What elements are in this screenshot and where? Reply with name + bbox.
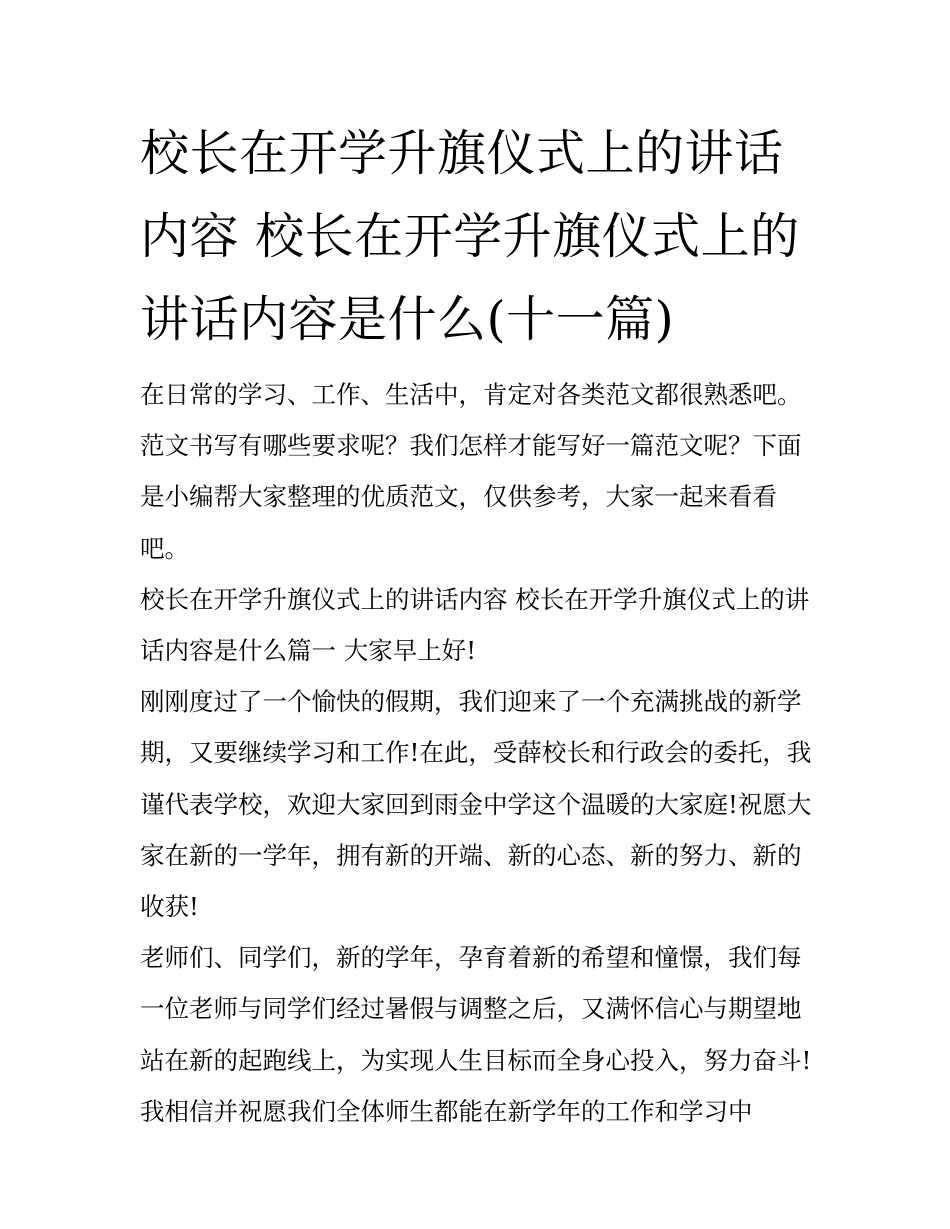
document-page <box>140 112 815 1137</box>
paragraph-welcome: 刚刚度过了一个愉快的假期，我们迎来了一个充满挑战的新学期，又要继续学习和工作!在此，受薛校长和行政会的委托，我谨代表学校，欢迎大家回到雨金中学这个温暖的大家庭!祝愿大家在新的一学年，拥有新的开端、新的心态、新的努力、新的收获! <box>140 687 812 922</box>
paragraph-speech-heading: 校长在开学升旗仪式上的讲话内容 校长在开学升旗仪式上的讲话内容是什么篇一 大家早上好! <box>140 584 810 666</box>
paragraph-new-year: 老师们、同学们，新的学年，孕育着新的希望和憧憬，我们每一位老师与同学们经过暑假与调整之后，又满怀信心与期望地站在新的起跑线上，为实现人生目标而全身心投入，努力奋斗!我相信并祝愿我们全体师生都能在新学年的工作和学习中 <box>140 943 812 1126</box>
document-title: 校长在开学升旗仪式上的讲话内容 校长在开学升旗仪式上的讲话内容是什么(十一篇) <box>140 125 800 348</box>
paragraph-intro: 在日常的学习、工作、生活中，肯定对各类范文都很熟悉吧。范文书写有哪些要求呢？我们怎样才能写好一篇范文呢？下面是小编帮大家整理的优质范文，仅供参考，大家一起来看看吧。 <box>140 380 802 563</box>
document-body <box>140 369 815 1137</box>
